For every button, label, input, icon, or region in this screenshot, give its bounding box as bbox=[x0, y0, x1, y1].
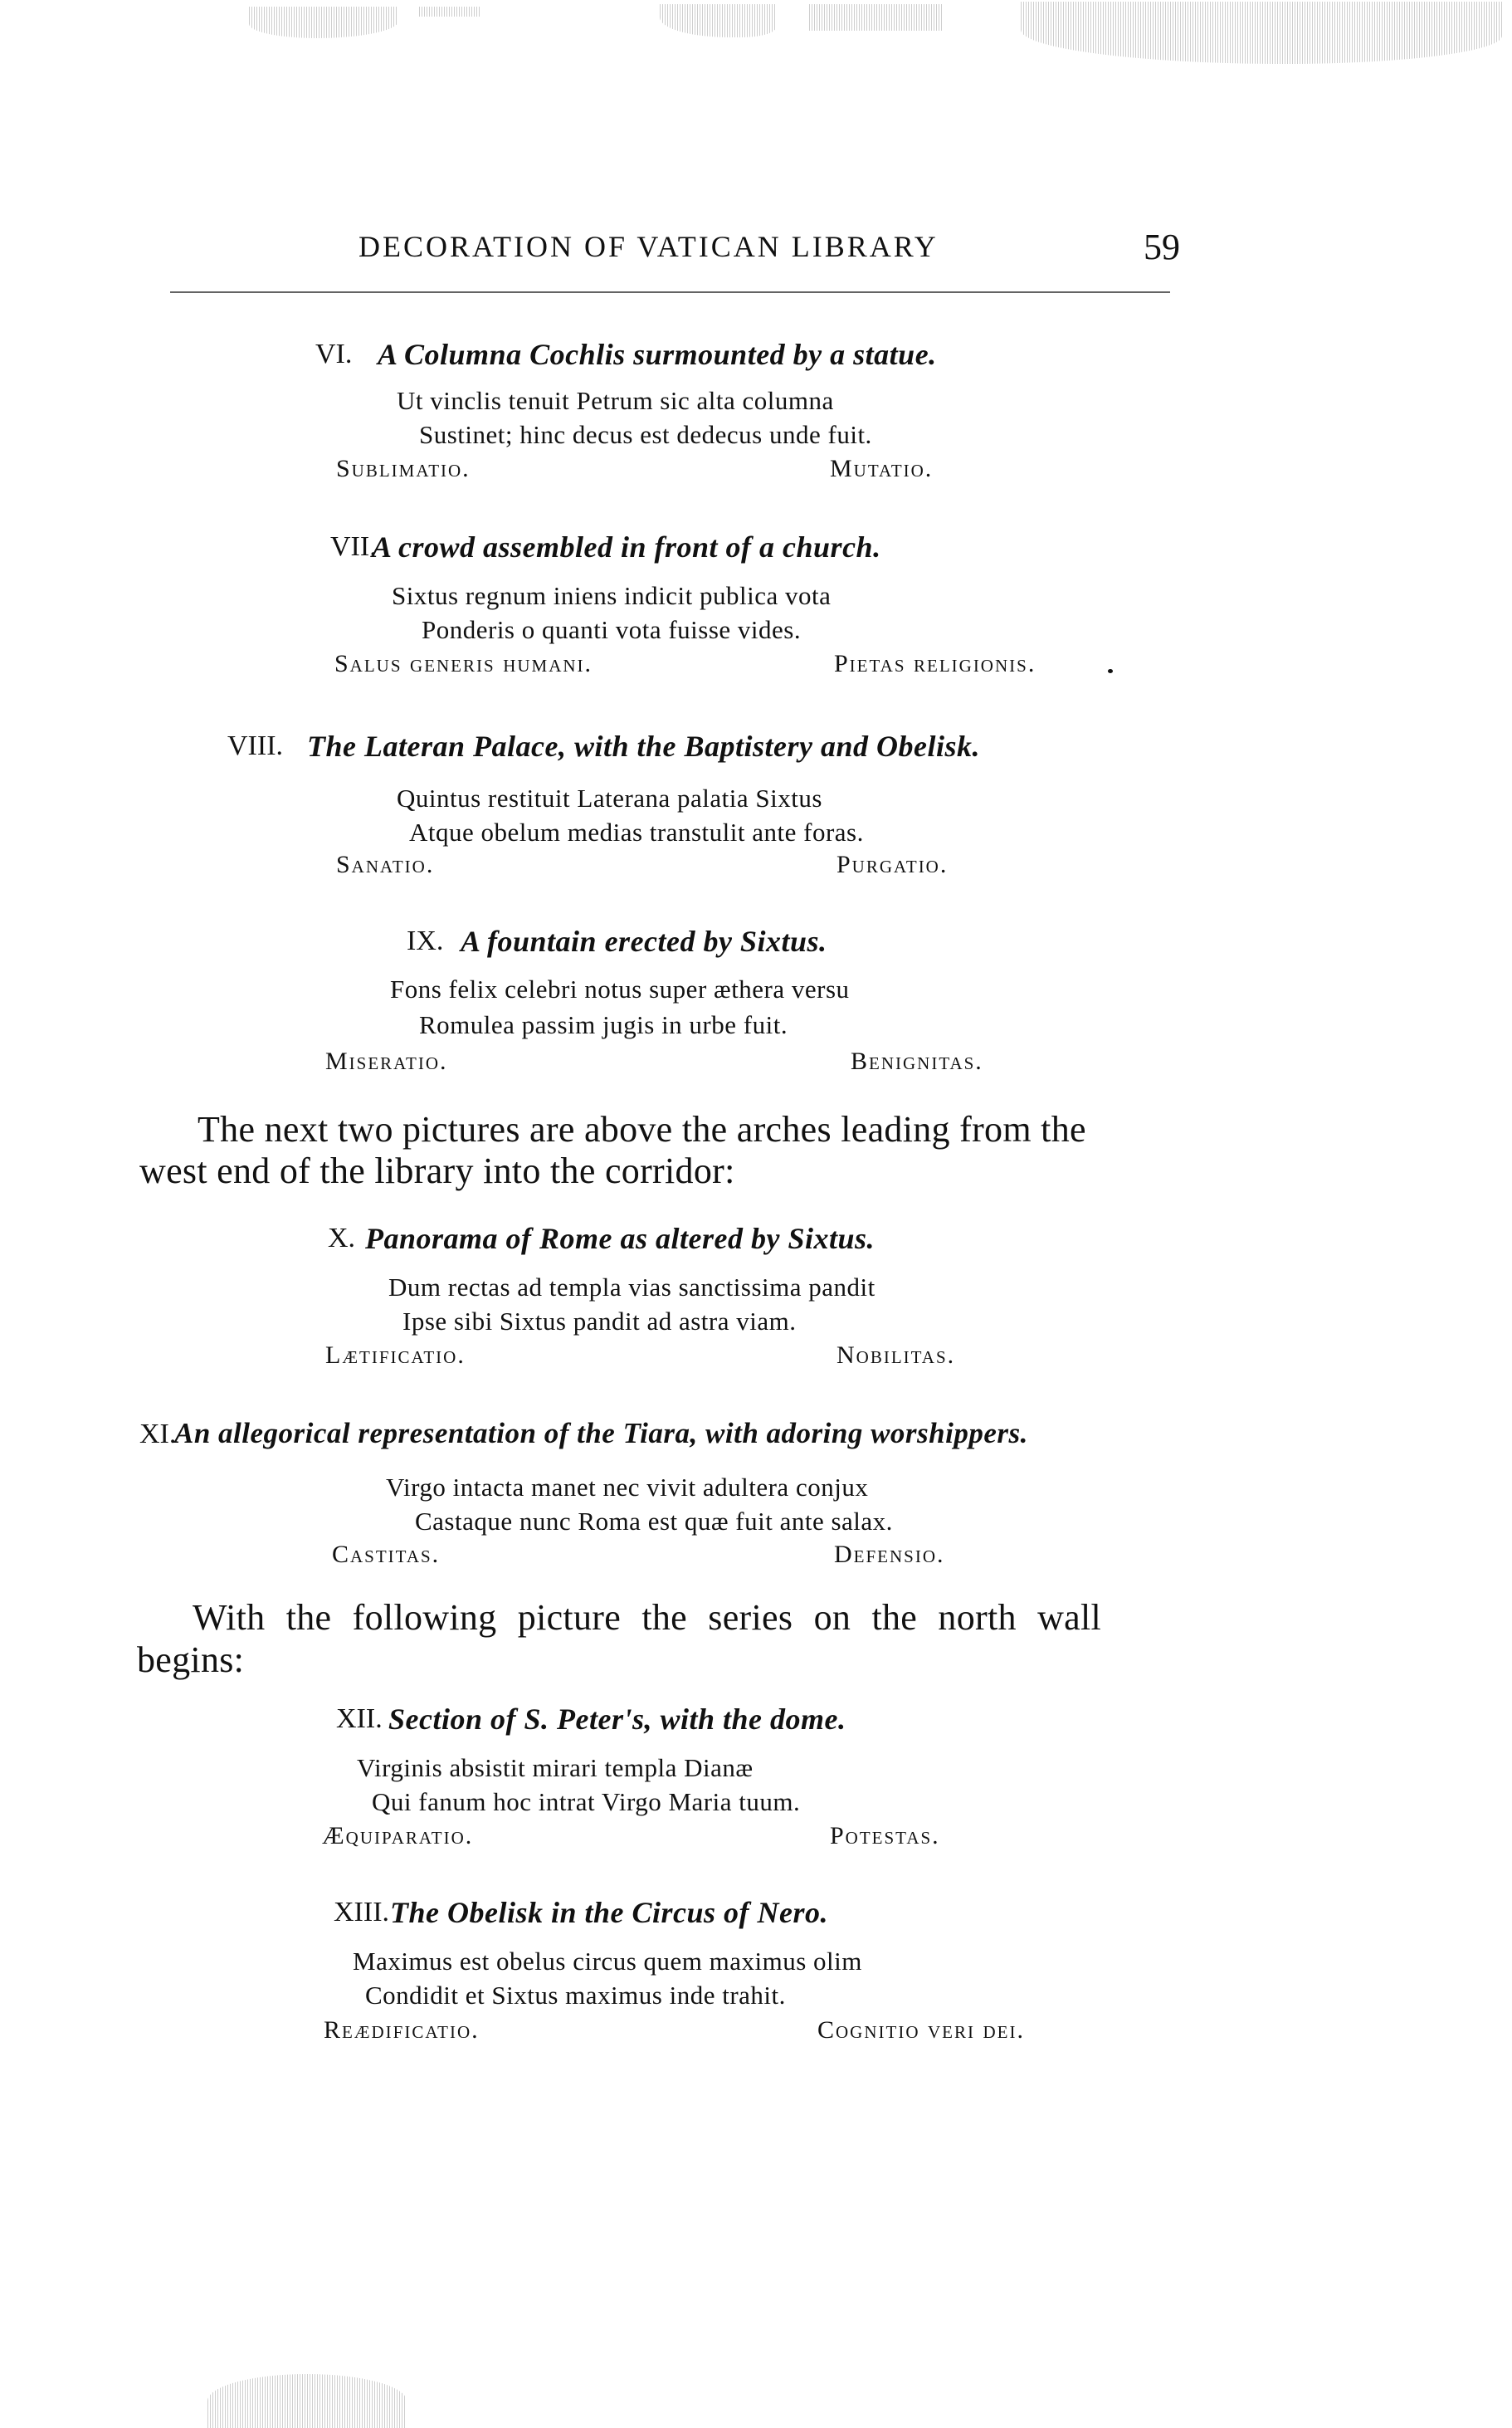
verse-line: Maximus est obelus circus quem maximus olim bbox=[353, 1947, 862, 1976]
verse-line: Dum rectas ad templa vias sanctissima pandit bbox=[388, 1273, 875, 1302]
virtue-right: Defensio. bbox=[834, 1541, 945, 1568]
entry-title: An allegorical representation of the Tiara, with adoring worshippers. bbox=[174, 1417, 1028, 1449]
entry-numeral: XII. bbox=[336, 1703, 383, 1734]
virtue-left: Æquiparatio. bbox=[322, 1822, 474, 1849]
header-rule bbox=[170, 291, 1170, 293]
virtue-right: Pietas religionis. bbox=[834, 650, 1036, 677]
entry-title: A Columna Cochlis surmounted by a statue. bbox=[378, 338, 937, 371]
entry-title: The Obelisk in the Circus of Nero. bbox=[390, 1896, 829, 1929]
virtue-right: Benignitas. bbox=[851, 1048, 983, 1075]
verse-line: Sustinet; hinc decus est dedecus unde fuit. bbox=[419, 420, 872, 449]
body-paragraph-line: With the following picture the series on the north wall bbox=[193, 1597, 1102, 1638]
virtue-left: Sanatio. bbox=[336, 851, 435, 878]
page-number: 59 bbox=[1144, 227, 1180, 267]
entry-numeral: X. bbox=[328, 1223, 356, 1253]
verse-line: Ipse sibi Sixtus pandit ad astra viam. bbox=[402, 1307, 797, 1336]
verse-line: Condidit et Sixtus maximus inde trahit. bbox=[365, 1981, 786, 2010]
verse-line: Ut vinclis tenuit Petrum sic alta columna bbox=[397, 386, 834, 415]
verse-line: Qui fanum hoc intrat Virgo Maria tuum. bbox=[372, 1787, 801, 1816]
running-head: DECORATION OF VATICAN LIBRARY bbox=[358, 230, 939, 263]
verse-line: Fons felix celebri notus super æthera versu bbox=[390, 975, 850, 1004]
entry-title: A crowd assembled in front of a church. bbox=[372, 530, 881, 564]
virtue-left: Salus generis humani. bbox=[334, 650, 593, 677]
scan-smudge bbox=[1021, 2, 1502, 64]
scan-smudge bbox=[249, 7, 398, 38]
entry-title: A fountain erected by Sixtus. bbox=[461, 925, 827, 958]
verse-line: Sixtus regnum iniens indicit publica vota bbox=[392, 581, 832, 610]
scan-smudge bbox=[419, 7, 481, 17]
verse-line: Quintus restituit Laterana palatia Sixtus bbox=[397, 784, 822, 813]
scan-smudge bbox=[660, 4, 776, 37]
body-paragraph-line: begins: bbox=[137, 1639, 245, 1680]
virtue-right: Mutatio. bbox=[830, 455, 934, 482]
entry-numeral: VIII. bbox=[227, 730, 284, 761]
verse-line: Ponderis o quanti vota fuisse vides. bbox=[422, 615, 802, 644]
entry-numeral: VII. bbox=[330, 531, 377, 562]
entry-numeral: XI. bbox=[139, 1419, 177, 1449]
entry-numeral: IX. bbox=[407, 926, 444, 956]
virtue-right: Nobilitas. bbox=[836, 1341, 956, 1369]
ink-speck bbox=[1108, 669, 1113, 673]
entry-numeral: VI. bbox=[315, 339, 353, 369]
verse-line: Virginis absistit mirari templa Dianæ bbox=[357, 1753, 754, 1782]
virtue-right: Potestas. bbox=[830, 1822, 940, 1849]
entry-title: Panorama of Rome as altered by Sixtus. bbox=[365, 1222, 875, 1255]
virtue-left: Sublimatio. bbox=[336, 455, 471, 482]
entry-title: Section of S. Peter's, with the dome. bbox=[388, 1703, 846, 1736]
verse-line: Romulea passim jugis in urbe fuit. bbox=[419, 1010, 788, 1039]
virtue-left: Castitas. bbox=[332, 1541, 441, 1568]
virtue-left: Lætificatio. bbox=[325, 1341, 466, 1369]
verse-line: Castaque nunc Roma est quæ fuit ante salax. bbox=[415, 1507, 893, 1536]
scan-smudge bbox=[809, 4, 942, 31]
verse-line: Virgo intacta manet nec vivit adultera conjux bbox=[386, 1473, 869, 1502]
body-paragraph-line: The next two pictures are above the arches leading from the bbox=[198, 1109, 1086, 1150]
virtue-left: Miseratio. bbox=[325, 1048, 448, 1075]
virtue-right: Cognitio veri dei. bbox=[817, 2016, 1025, 2044]
scan-smudge bbox=[207, 2374, 407, 2428]
entry-numeral: XIII. bbox=[334, 1897, 390, 1927]
body-paragraph-line: west end of the library into the corridor: bbox=[139, 1150, 735, 1191]
verse-line: Atque obelum medias transtulit ante foras. bbox=[409, 818, 864, 847]
virtue-right: Purgatio. bbox=[836, 851, 949, 878]
virtue-left: Reædificatio. bbox=[324, 2016, 480, 2044]
entry-title: The Lateran Palace, with the Baptistery and Obelisk. bbox=[307, 730, 980, 763]
